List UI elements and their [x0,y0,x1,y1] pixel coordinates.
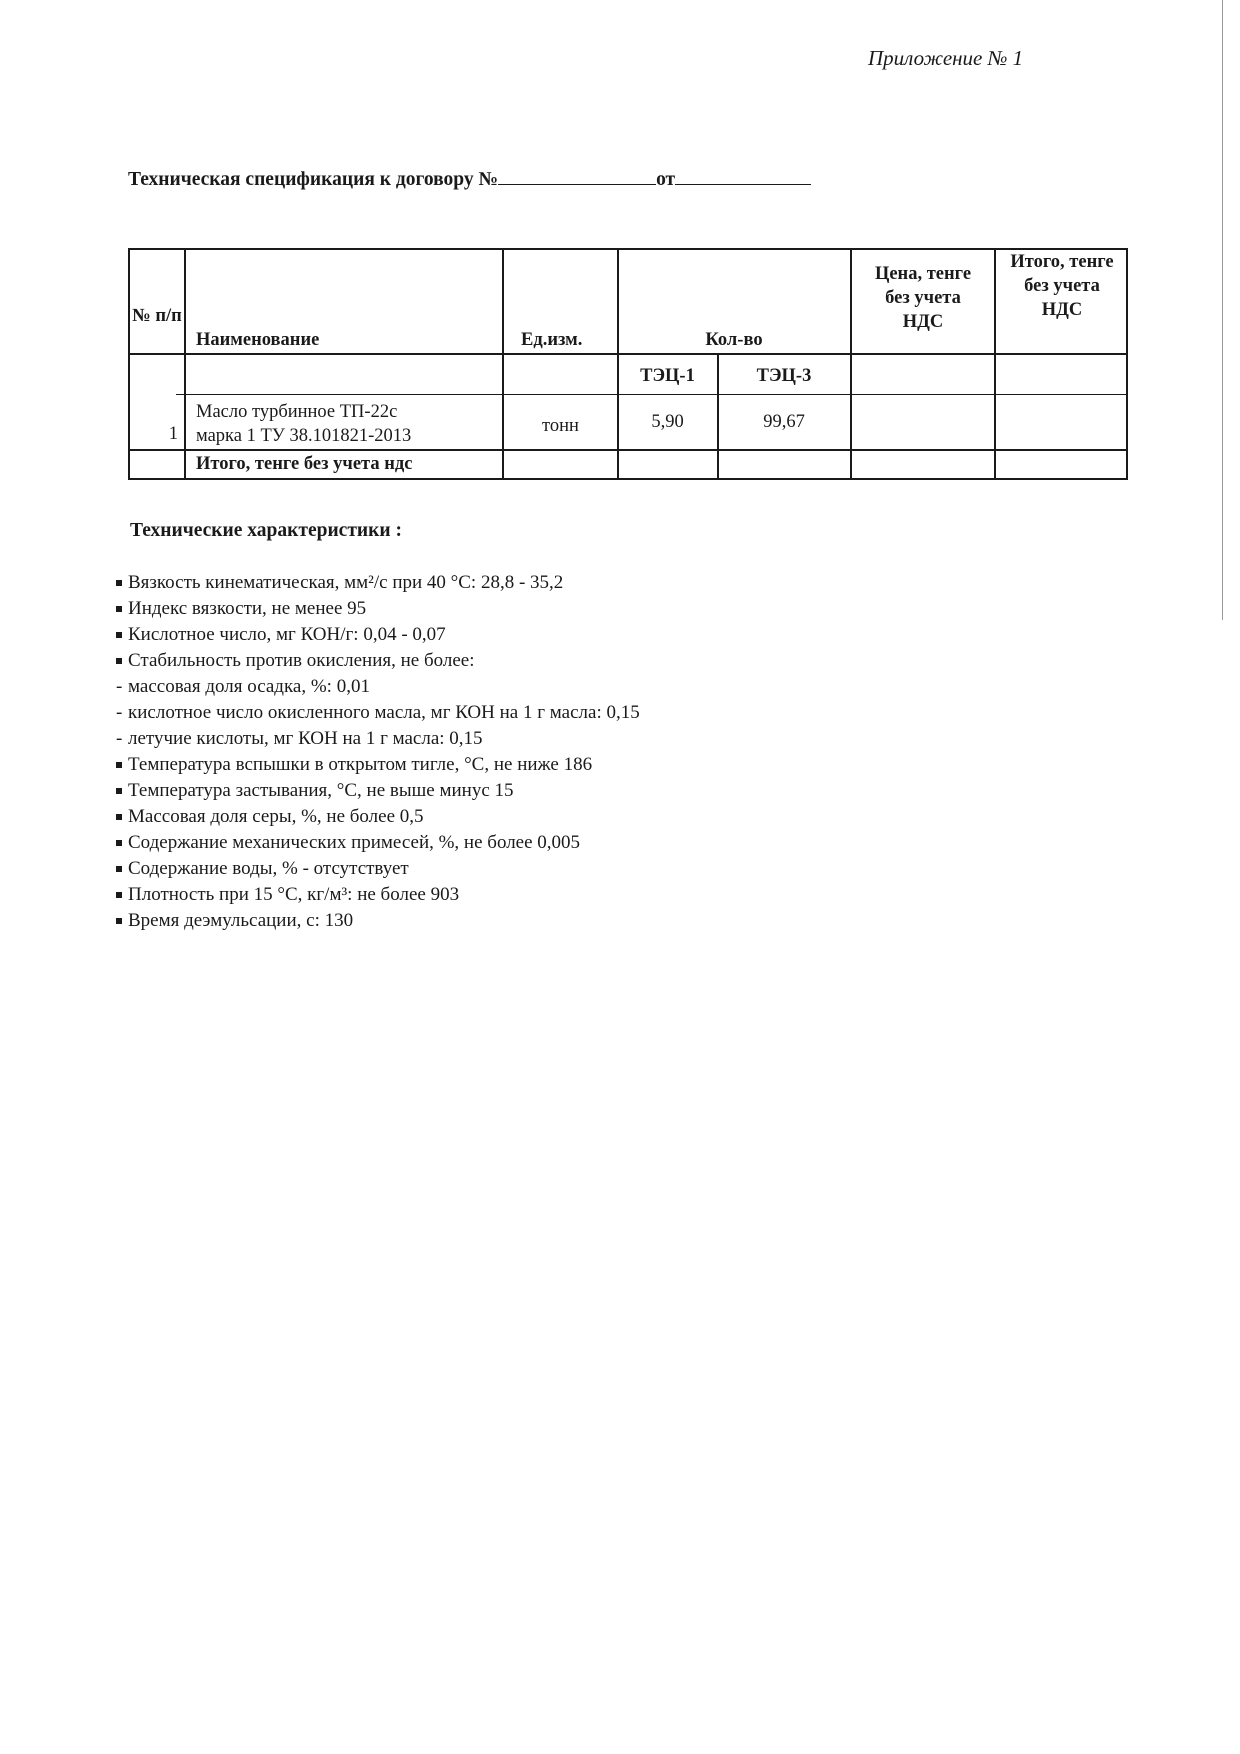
spec-title-from: от [656,169,676,190]
tech-heading: Технические характеристики : [130,520,402,541]
dash-marker: - [116,728,123,749]
header-total: Итого, тенге без учета НДС [1010,252,1114,320]
scan-edge-line [1222,0,1223,620]
table-bottom-border [128,478,1128,480]
total-row-label: Итого, тенге без учета ндс [196,454,413,474]
tech-item [116,856,640,882]
bullet-marker [116,840,122,846]
spec-title [128,166,811,191]
col-divider-num [184,248,186,480]
tech-item-text: кислотное число окисленного масла, мг КОН на 1 г масла: 0,15 [128,702,640,723]
header-unit: Ед.изм. [521,330,583,350]
row-unit: тонн [542,416,579,436]
bullet-marker [116,892,122,898]
tech-item-text: Время деэмульсации, с: 130 [128,910,354,931]
tech-item-text: Температура застывания, °С, не выше минус 15 [128,780,514,801]
tech-item-text: Кислотное число, мг КОН/г: 0,04 - 0,07 [128,624,446,645]
tech-item-text: Стабильность против окисления, не более: [128,650,475,671]
tech-item [116,596,640,622]
bullet-marker [116,580,122,586]
table-top-border [128,248,1128,250]
bullet-marker [116,632,122,638]
header-num: № п/п [132,306,182,326]
table-header-line [128,353,1128,355]
dash-marker: - [116,676,123,697]
tech-item-text: летучие кислоты, мг КОН на 1 г масла: 0,15 [128,728,483,749]
contract-date-blank [675,166,811,185]
tech-item-text: Содержание механических примесей, %, не более 0,005 [128,832,581,853]
tech-item-text: Индекс вязкости, не менее 95 [128,598,367,619]
row-qty-tec3: 99,67 [763,412,805,432]
header-qty-tec3: ТЭЦ-3 [756,366,812,386]
tech-item-text: Вязкость кинематическая, мм²/с при 40 °С: 28,8 - 35,2 [128,572,564,593]
row-qty-tec1: 5,90 [651,412,684,432]
table-row-line [128,449,1128,451]
contract-number-blank [498,166,656,185]
bullet-marker [116,788,122,794]
tech-item [116,752,640,778]
tech-item [116,804,640,830]
tech-item [116,648,640,674]
tech-item [116,830,640,856]
header-qty-tec1: ТЭЦ-1 [640,366,695,386]
spec-table [128,248,1128,484]
tech-item-text: Массовая доля серы, %, не более 0,5 [128,806,424,827]
row-num: 1 [168,424,178,444]
header-qty: Кол-во [705,330,763,350]
table-subheader-line [176,394,1128,395]
bullet-marker [116,658,122,664]
table-right-border [1126,248,1128,480]
bullet-marker [116,606,122,612]
tech-item [116,882,640,908]
tech-item-text: массовая доля осадка, %: 0,01 [128,676,370,697]
tech-item-text: Содержание воды, % - отсутствует [128,858,409,879]
col-divider-qty-end [850,248,852,480]
appendix-label: Приложение № 1 [868,46,1024,70]
row-name-line2: марка 1 ТУ 38.101821-2013 [196,426,412,446]
tech-item [116,908,640,934]
header-price: Цена, тенге без учета НДС [874,264,972,332]
tech-item [116,700,640,726]
tech-item-text: Температура вспышки в открытом тигле, °С, не ниже 186 [128,754,593,775]
col-divider-name [502,248,504,480]
bullet-marker [116,762,122,768]
tech-item [116,570,640,596]
dash-marker: - [116,702,123,723]
tech-item [116,674,640,700]
tech-item [116,778,640,804]
tech-item [116,622,640,648]
bullet-marker [116,814,122,820]
header-name: Наименование [196,330,320,350]
bullet-marker [116,918,122,924]
spec-title-prefix: Техническая спецификация к договору № [128,169,499,190]
tech-item-text: Плотность при 15 °С, кг/м³: не более 903 [128,884,460,905]
tech-item [116,726,640,752]
col-divider-price [994,248,996,480]
bullet-marker [116,866,122,872]
tech-list [116,570,640,934]
row-name-line1: Масло турбинное ТП-22с [196,402,398,422]
